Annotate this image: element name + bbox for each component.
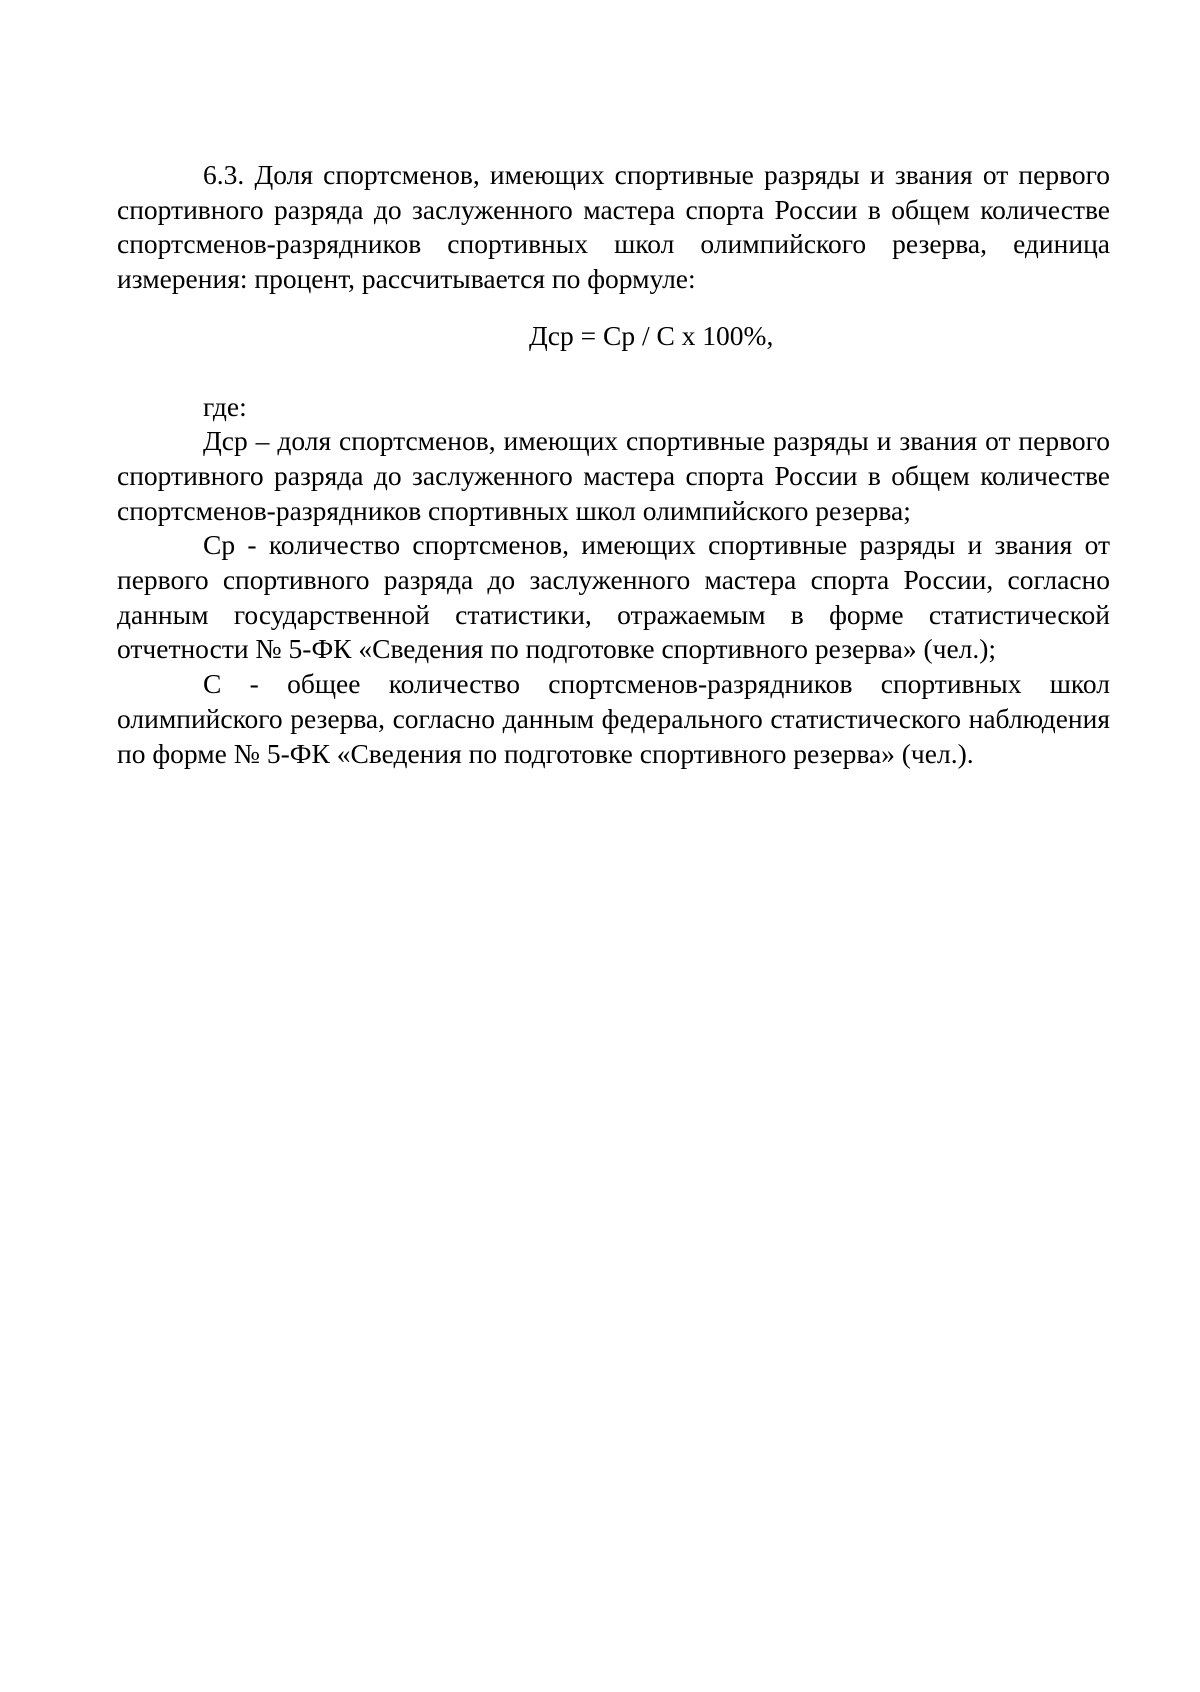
where-label: где: <box>203 390 247 422</box>
formula: Дср = Ср / С x 100%, <box>529 319 774 351</box>
definition-s: С - общее количество спортсменов-разрядников спортивных школ олимпийского резерва, согласно данным федерального статистического наблюдения по форме № 5-ФК «Сведения по подготовке спортивного резерва» (чел.). <box>117 668 1110 769</box>
definition-dsr: Дср – доля спортсменов, имеющих спортивные разряды и звания от первого спортивного разряда до заслуженного мастера спорта России в общем количестве спортсменов-разрядников спортивных школ олимпийского резерва; <box>117 425 1110 526</box>
document-page <box>117 158 1110 771</box>
definition-sr: Ср - количество спортсменов, имеющих спортивные разряды и звания от первого спортивного разряда до заслуженного мастера спорта России, согласно данным государственной статистики, отражаемым в форме статистической отчетности № 5-ФК «Сведения по подготовке спортивного резерва» (чел.); <box>117 529 1110 665</box>
intro-paragraph: 6.3. Доля спортсменов, имеющих спортивные разряды и звания от первого спортивного разряда до заслуженного мастера спорта России в общем количестве спортсменов-разрядников спортивных школ олимпийского резерва, единица измерения: процент, рассчитывается по формуле: <box>117 159 1110 295</box>
